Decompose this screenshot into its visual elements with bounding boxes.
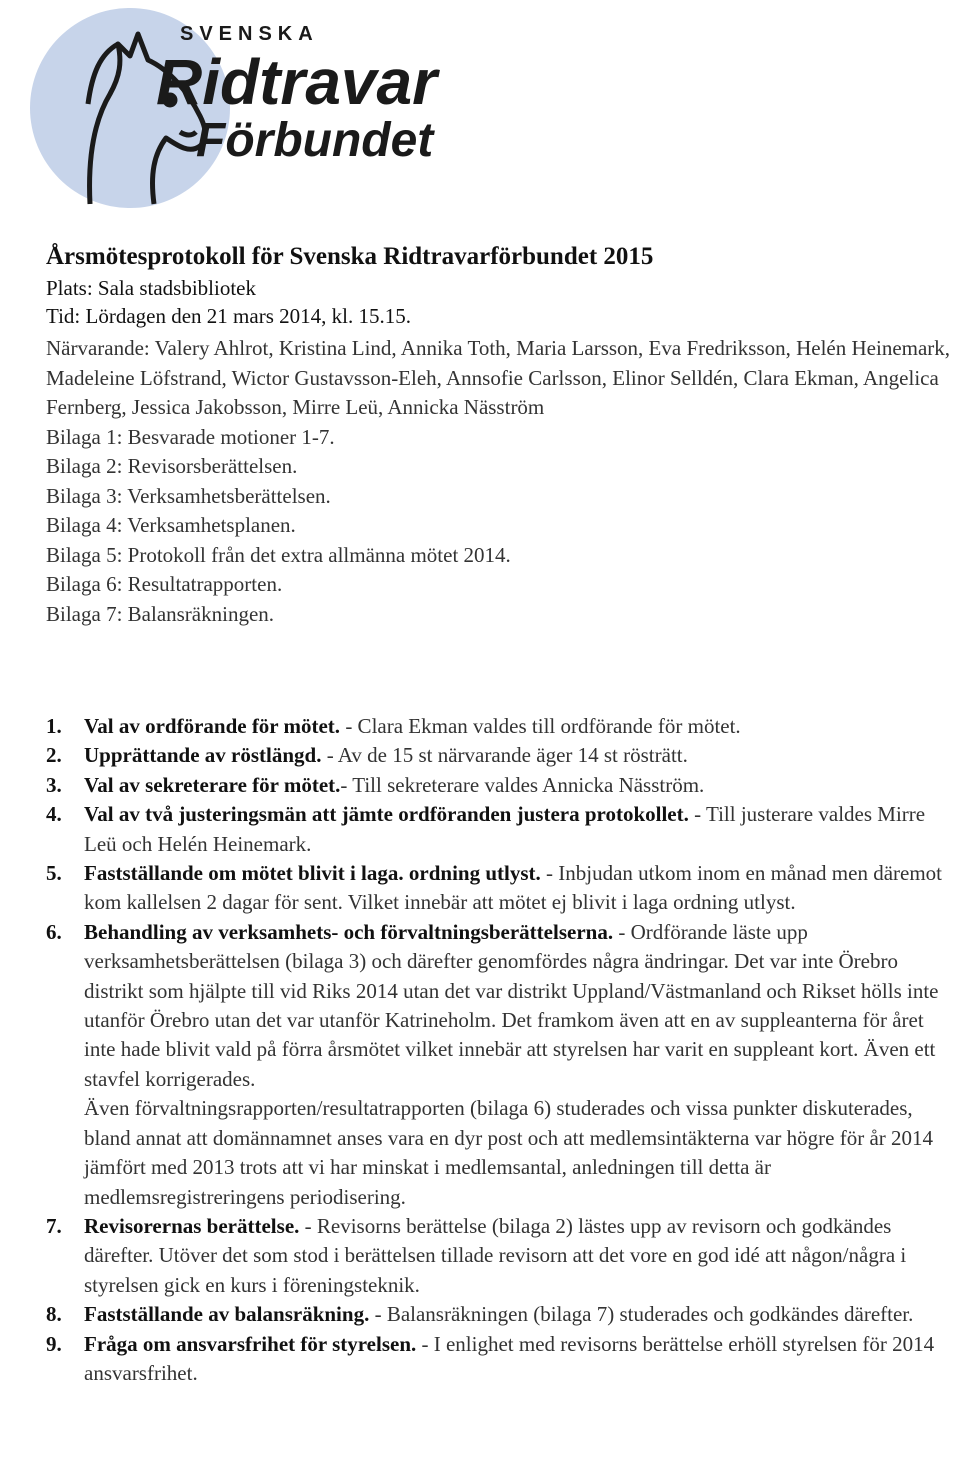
agenda-item-4 [46, 800, 960, 859]
item-text: - Balansräkningen (bilaga 7) studerades och godkändes därefter. [369, 1302, 914, 1327]
item-text: - Av de 15 st närvarande äger 14 st rösträtt. [321, 743, 688, 768]
item-number: 7. [46, 1213, 62, 1238]
item-heading: Fastställande om mötet blivit i laga. ordning utlyst. [84, 861, 541, 886]
item-number: 9. [46, 1331, 62, 1356]
item-heading: Val av sekreterare för mötet. [84, 772, 341, 797]
item-extra-text: Även förvaltningsrapporten/resultatrapporten (bilaga 6) studerades och vissa punkter diskuterades, bland annat att domännamnet anses vara en dyr post och att medlemsintäkterna var högre för år 2014 jämfört med 2013 trots att vi har minskat i medlemsantal, anledningen till detta är medlemsregistreringens periodisering. [84, 1096, 934, 1209]
appendix-3: Bilaga 3: Verksamhetsberättelsen. [46, 483, 331, 508]
agenda-item-5 [46, 859, 960, 918]
item-number: 3. [46, 772, 62, 797]
meeting-time: Tid: Lördagen den 21 mars 2014, kl. 15.15. [46, 304, 411, 328]
logo-main-text: Ridtravar [156, 46, 437, 118]
appendix-4: Bilaga 4: Verksamhetsplanen. [46, 513, 296, 537]
agenda-item-9 [46, 1330, 960, 1389]
agenda-item-2 [46, 741, 960, 770]
appendix-2: Bilaga 2: Revisorsberättelsen. [46, 454, 298, 478]
item-heading: Behandling av verksamhets- och förvaltningsberättelserna. [84, 919, 614, 944]
agenda-item-3 [46, 771, 960, 800]
item-number: 1. [46, 714, 62, 738]
item-number: 6. [46, 919, 62, 944]
document-title: Årsmötesprotokoll för Svenska Ridtravarförbundet 2015 [46, 243, 654, 270]
item-text: - Clara Ekman valdes till ordförande för mötet. [340, 714, 741, 738]
document-header [46, 240, 946, 330]
logo-sub-text: Förbundet [196, 114, 434, 167]
item-number: 4. [46, 802, 62, 827]
item-number: 5. [46, 861, 62, 886]
item-number: 8. [46, 1302, 62, 1327]
item-text: - Till sekreterare valdes Annicka Näsström. [340, 772, 705, 797]
item-heading: Val av ordförande för mötet. [84, 714, 341, 738]
item-text: - Inbjudan utkom inom en månad men däremot kom kallelsen 2 dagar för sent. Vilket innebär att mötet ej blivit i laga ordning utlyst. [84, 861, 943, 915]
item-text: - Till justerare valdes Mirre Leü och Helén Heinemark. [84, 802, 926, 856]
appendix-1: Bilaga 1: Besvarade motioner 1-7. [46, 424, 335, 449]
item-text: - Revisorns berättelse (bilaga 2) lästes upp av revisorn och godkändes därefter. Utöver det som stod i berättelsen tillade revisorn att det vore en god idé att någon/några i styrelsen gick en kurs i föreningsteknik. [84, 1213, 907, 1297]
appendix-7: Bilaga 7: Balansräkningen. [46, 601, 275, 626]
agenda-item-7 [46, 1212, 960, 1300]
item-heading: Revisorernas berättelse. [84, 1213, 300, 1238]
item-text: - Ordförande läste upp verksamhetsberättelsen (bilaga 3) och därefter genomfördes några ändringar. Det var inte Örebro distrikt som hjälpte till vid Riks 2014 utan det var distrikt Uppland/Västmanland och Rikset hölls inte utanför Örebro utan det var utanför Katrineholm. Det framkom även att en av suppleanterna för året inte hade blivit vald på förra årsmötet vilket innebär att styrelsen har varit en suppleant kort. Även ett stavfel korrigerades. [84, 919, 939, 1091]
attendees-section [46, 334, 956, 629]
federation-logo [30, 4, 450, 210]
agenda-item-6 [46, 918, 960, 1212]
item-heading: Val av två justeringsmän att jämte ordföranden justera protokollet. [84, 802, 689, 827]
agenda-items [46, 712, 960, 1388]
meeting-place: Plats: Sala stadsbibliotek [46, 276, 256, 300]
appendix-5: Bilaga 5: Protokoll från det extra allmänna mötet 2014. [46, 542, 511, 567]
appendix-6: Bilaga 6: Resultatrapporten. [46, 572, 283, 596]
item-heading: Fråga om ansvarsfrihet för styrelsen. [84, 1331, 417, 1356]
item-heading: Fastställande av balansräkning. [84, 1302, 370, 1327]
agenda-item-8 [46, 1300, 960, 1329]
agenda-item-1 [46, 712, 960, 741]
item-text: - I enlighet med revisorns berättelse erhöll styrelsen för 2014 ansvarsfrihet. [84, 1331, 935, 1385]
logo-top-text: SVENSKA [180, 23, 319, 45]
attendees-list: Närvarande: Valery Ahlrot, Kristina Lind, Annika Toth, Maria Larsson, Eva Fredriksson, Helén Heinemark, Madeleine Löfstrand, Wictor Gustavsson-Eleh, Annsofie Carlsson, Elinor Selldén, Clara Ekman, Angelica Fernberg, Jessica Jakobsson, Mirre Leü, Annicka Näsström [46, 336, 951, 419]
item-heading: Upprättande av röstlängd. [84, 743, 322, 768]
item-number: 2. [46, 743, 62, 768]
